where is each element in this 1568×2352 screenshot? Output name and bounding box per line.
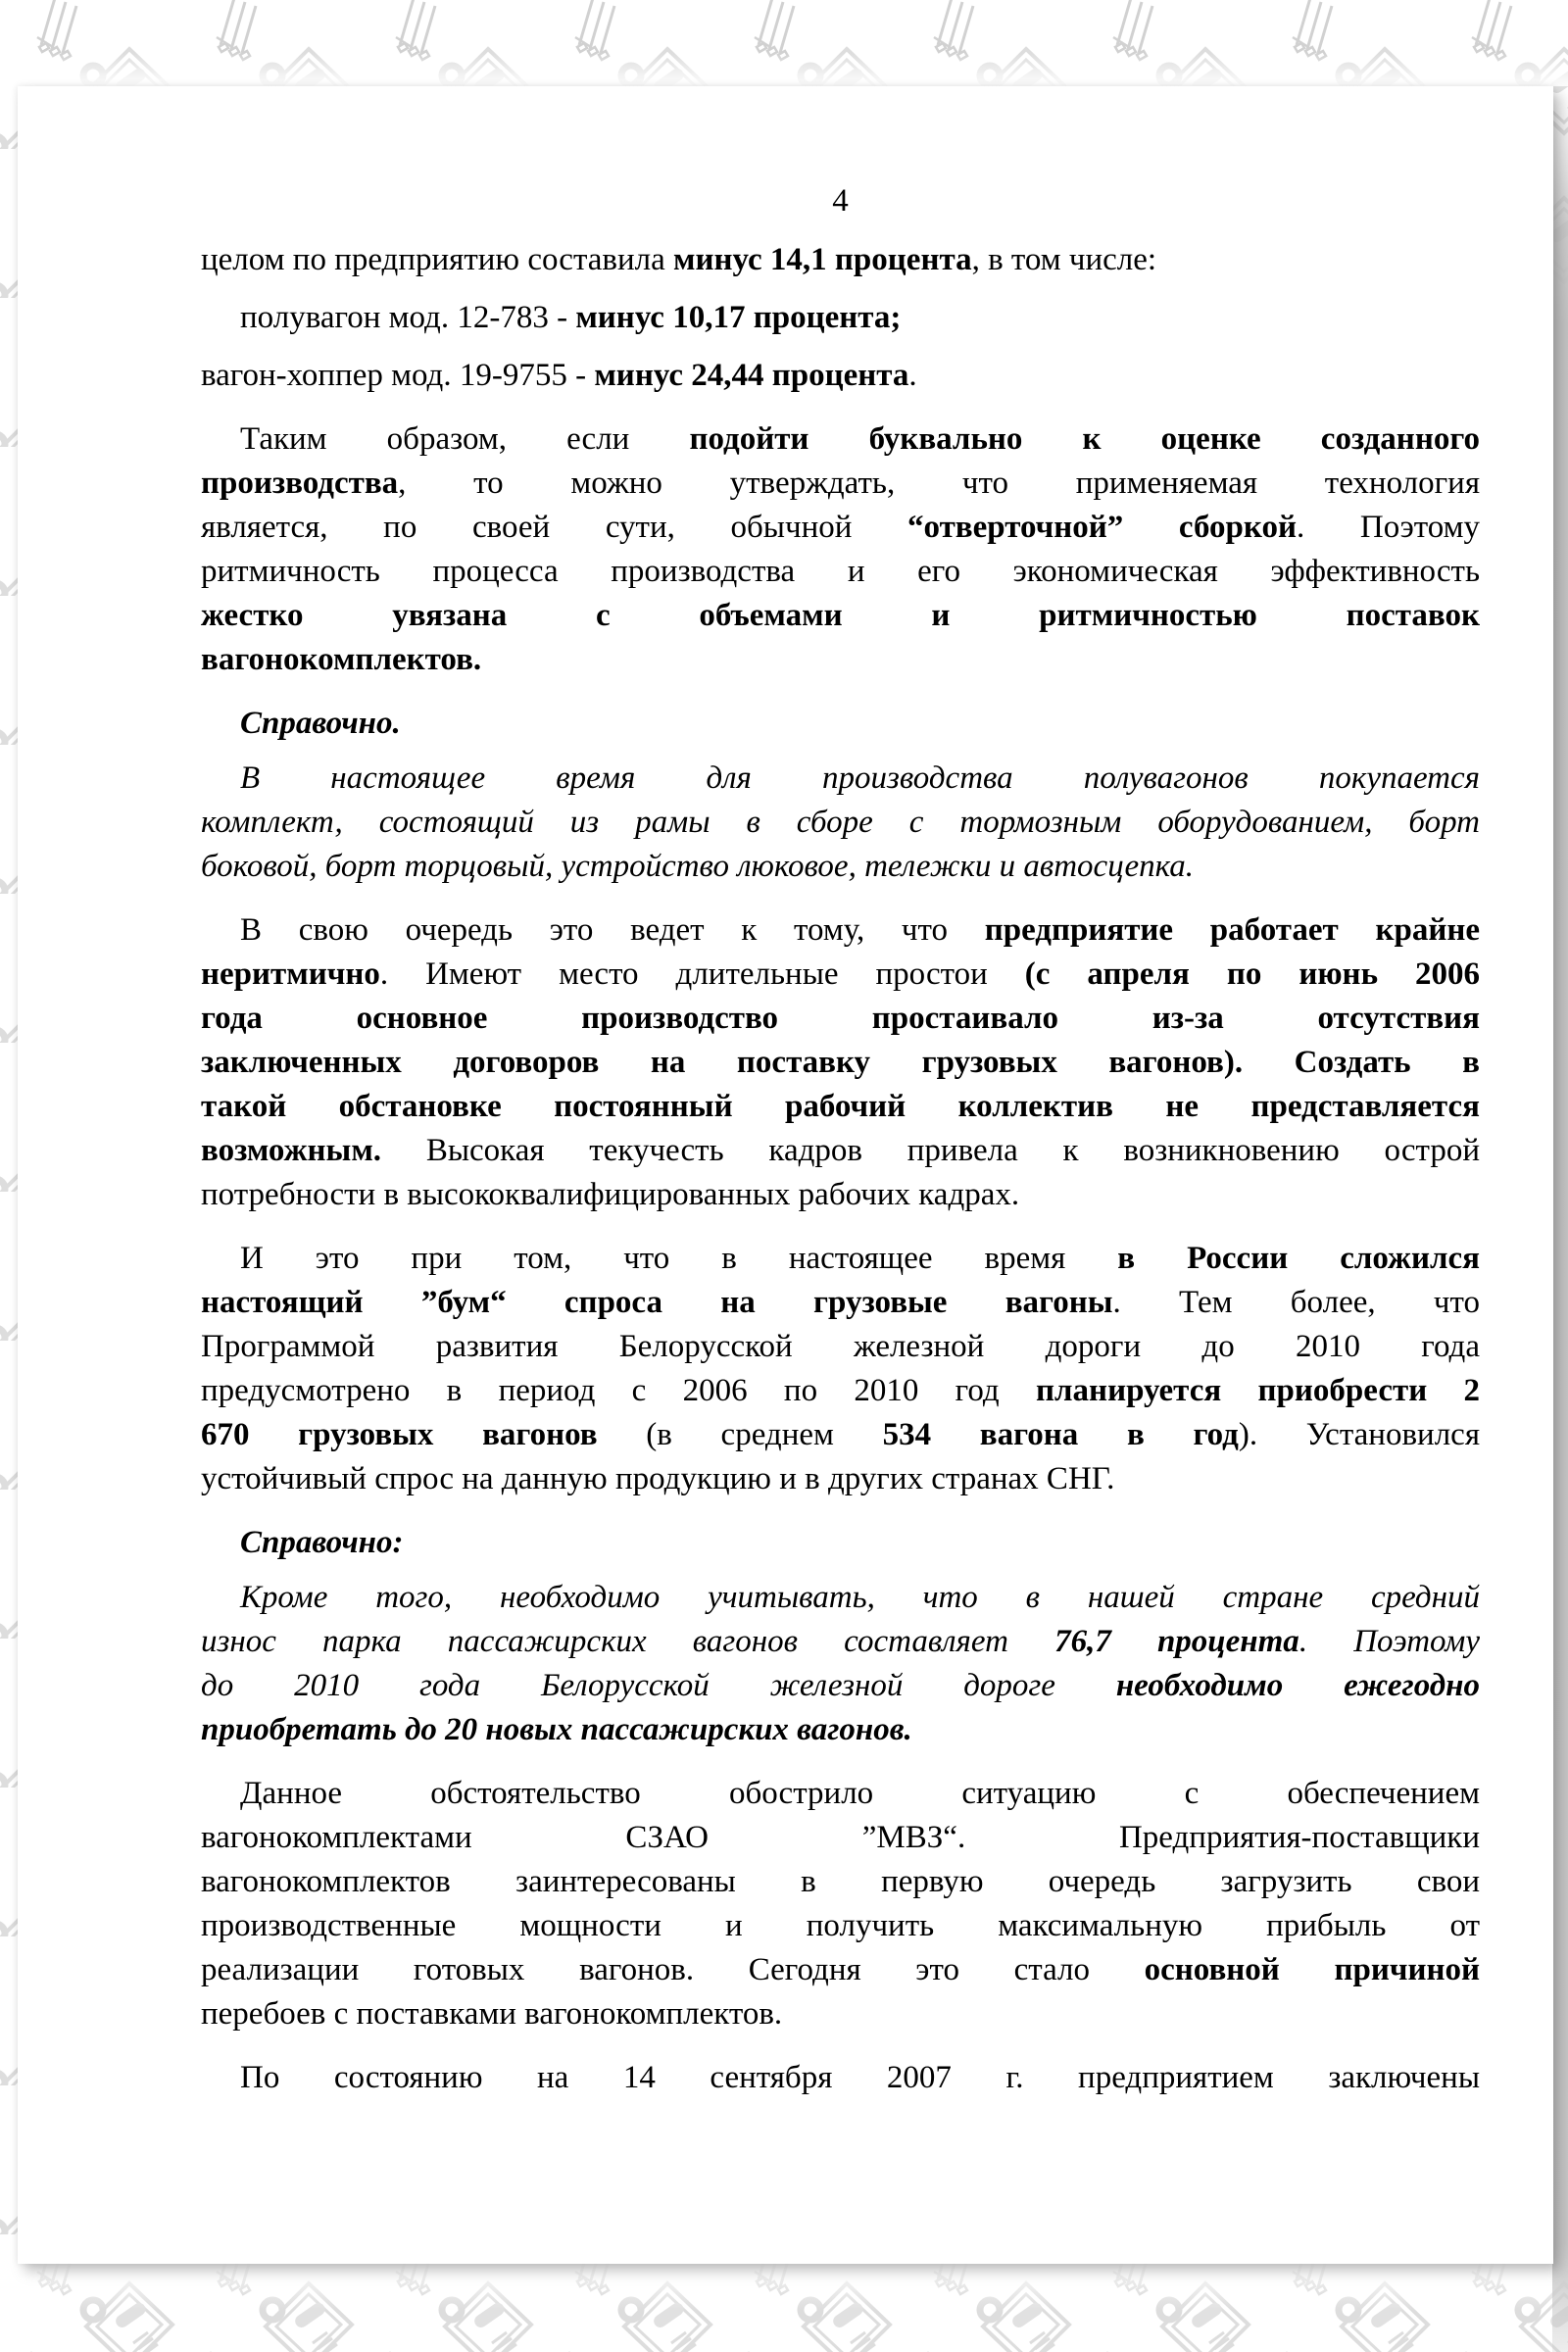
text-segment: вагонокомплектами СЗАО ”МВЗ“. Предприятия-поставщики <box>201 1820 1480 1855</box>
text-segment: Программой развития Белорусской железной дороги до 2010 года <box>201 1329 1480 1364</box>
text-segment: устойчивый спрос на данную продукцию и в других странах СНГ. <box>201 1461 1115 1496</box>
text-line <box>201 1992 1480 2036</box>
text-line <box>201 1457 1480 1501</box>
text-segment: боковой, борт торцовый, устройство люковое, тележки и автосцепка. <box>201 849 1195 884</box>
text-segment: И это при том, что в настоящее время <box>240 1241 1118 1276</box>
text-segment: . Имеют место длительные простои <box>379 956 1025 992</box>
text-line <box>201 550 1480 594</box>
text-line <box>201 506 1480 550</box>
text-segment-bold: вагонокомплектов. <box>201 642 482 677</box>
text-segment: производственные мощности и получить максимальную прибыль от <box>201 1908 1480 1943</box>
text-line <box>201 845 1480 889</box>
text-line <box>201 1085 1480 1129</box>
text-line <box>201 638 1480 682</box>
text-segment: ). Установился <box>1238 1417 1480 1452</box>
text-line <box>201 462 1480 506</box>
text-line <box>201 1664 1480 1708</box>
text-segment: , то можно утверждать, что применяемая технология <box>398 466 1480 501</box>
text-segment: полувагон мод. 12-783 - <box>240 300 576 335</box>
text-segment: Данное обстоятельство обострило ситуацию с обеспечением <box>240 1776 1480 1811</box>
text-segment: потребности в высококвалифицированных рабочих кадрах. <box>201 1177 1020 1212</box>
paragraph-5 <box>201 702 1480 746</box>
text-segment: предусмотрено в период с 2006 по 2010 год <box>201 1373 1037 1408</box>
text-segment-bold: года основное производство простаивало из-за отсутствия <box>201 1001 1480 1036</box>
text-segment-bold: “отверточной” сборкой <box>907 510 1297 545</box>
text-line <box>201 702 1480 746</box>
text-segment: . Поэтому <box>1298 1624 1480 1659</box>
text-segment-bold: планируется приобрести 2 <box>1036 1373 1480 1408</box>
text-segment: . Тем более, что <box>1112 1285 1480 1320</box>
text-line <box>201 1904 1480 1948</box>
text-line <box>201 1173 1480 1217</box>
text-line <box>201 1816 1480 1860</box>
document-page <box>18 86 1553 2264</box>
text-line <box>201 354 1480 398</box>
text-line <box>201 1708 1480 1752</box>
text-line <box>201 238 1480 282</box>
text-segment: В свою очередь это ведет к тому, что <box>240 912 985 948</box>
text-segment: , в том числе: <box>971 242 1157 277</box>
text-line <box>201 594 1480 638</box>
text-segment: В настоящее время для производства полувагонов покупается <box>240 760 1480 796</box>
text-segment: до 2010 года Белорусской железной дороге <box>201 1668 1116 1703</box>
text-column <box>201 179 1480 2100</box>
text-segment: является, по своей сути, обычной <box>201 510 908 545</box>
text-segment-bold: заключенных договоров на поставку грузовых вагонов). Создать в <box>201 1045 1480 1080</box>
text-segment-bold: подойти буквально к оценке созданного <box>689 421 1480 457</box>
text-line <box>201 997 1480 1041</box>
text-segment-bold: (с апреля по июнь 2006 <box>1024 956 1480 992</box>
text-segment: Кроме того, необходимо учитывать, что в нашей стране средний <box>240 1580 1480 1615</box>
paragraph-12 <box>201 2056 1480 2100</box>
text-segment-bold: 670 грузовых вагонов <box>201 1417 647 1452</box>
text-segment: . Поэтому <box>1296 510 1480 545</box>
text-line <box>201 1576 1480 1620</box>
text-line <box>201 1521 1480 1565</box>
text-segment: перебоев с поставками вагонокомплектов. <box>201 1996 783 2032</box>
paragraph-8 <box>201 1237 1480 1501</box>
paragraph-10 <box>201 1576 1480 1752</box>
text-line <box>201 1237 1480 1281</box>
paragraph-11 <box>201 1772 1480 2036</box>
paragraph-7 <box>201 908 1480 1217</box>
text-line <box>201 2056 1480 2100</box>
text-segment-bold: в России сложился <box>1117 1241 1480 1276</box>
text-line <box>201 908 1480 953</box>
text-segment-bold: настоящий ”бум“ спроса на грузовые вагоны <box>201 1285 1113 1320</box>
text-line <box>201 1413 1480 1457</box>
text-segment-bold: необходимо ежегодно <box>1115 1668 1480 1703</box>
text-segment: . <box>908 358 917 393</box>
text-segment-bold: минус 14,1 процента <box>673 242 972 277</box>
page-number: 4 <box>832 183 849 219</box>
text-line <box>201 1369 1480 1413</box>
text-segment-bold: производства <box>201 466 399 501</box>
text-line <box>201 953 1480 997</box>
text-segment-bold: 534 вагона в год <box>882 1417 1239 1452</box>
text-segment: целом по предприятию составила <box>201 242 674 277</box>
text-segment-bold: 76,7 процента <box>1054 1624 1299 1659</box>
text-segment-bold: возможным. <box>201 1133 382 1168</box>
text-segment-bold: такой обстановке постоянный рабочий коллектив не представляется <box>201 1089 1480 1124</box>
text-segment: По состоянию на 14 сентября 2007 г. предприятием заключены <box>240 2060 1480 2095</box>
paragraph-4 <box>201 417 1480 682</box>
text-line <box>201 1325 1480 1369</box>
text-segment-bold: предприятие работает крайне <box>984 912 1480 948</box>
paragraph-3 <box>201 354 1480 398</box>
paragraph-1 <box>201 238 1480 282</box>
text-segment: износ парка пассажирских вагонов составляет <box>201 1624 1055 1659</box>
text-segment-bold: приобретать до 20 новых пассажирских вагонов. <box>201 1712 912 1747</box>
text-segment: Высокая текучесть кадров привела к возникновению острой <box>381 1133 1480 1168</box>
text-segment: ритмичность процесса производства и его экономическая эффективность <box>201 554 1480 589</box>
text-segment: вагон-хоппер мод. 19-9755 - <box>201 358 595 393</box>
text-segment-bold: Справочно. <box>240 706 401 741</box>
text-line <box>201 1620 1480 1664</box>
text-segment: (в среднем <box>646 1417 883 1452</box>
paragraph-6 <box>201 757 1480 889</box>
text-segment: комплект, состоящий из рамы в сборе с тормозным оборудованием, борт <box>201 805 1480 840</box>
text-line <box>201 757 1480 801</box>
text-line <box>201 1129 1480 1173</box>
text-segment-bold: минус 10,17 процента; <box>575 300 902 335</box>
text-line <box>201 1041 1480 1085</box>
text-segment: вагонокомплектов заинтересованы в первую очередь загрузить свои <box>201 1864 1480 1899</box>
text-segment: Таким образом, если <box>240 421 690 457</box>
text-segment-bold: основной причиной <box>1144 1952 1480 1987</box>
text-line <box>201 296 1480 340</box>
text-segment-bold: минус 24,44 процента <box>594 358 909 393</box>
text-segment-bold: жестко увязана с объемами и ритмичностью поставок <box>201 598 1480 633</box>
paragraph-9 <box>201 1521 1480 1565</box>
text-segment-bold: Справочно: <box>240 1525 404 1560</box>
text-segment: реализации готовых вагонов. Сегодня это стало <box>201 1952 1145 1987</box>
text-segment-bold: неритмично <box>201 956 380 992</box>
text-line <box>201 1281 1480 1325</box>
text-line <box>201 801 1480 845</box>
text-line <box>201 417 1480 462</box>
text-line <box>201 1948 1480 1992</box>
text-line <box>201 1772 1480 1816</box>
text-line <box>201 1860 1480 1904</box>
paragraph-2 <box>201 296 1480 340</box>
